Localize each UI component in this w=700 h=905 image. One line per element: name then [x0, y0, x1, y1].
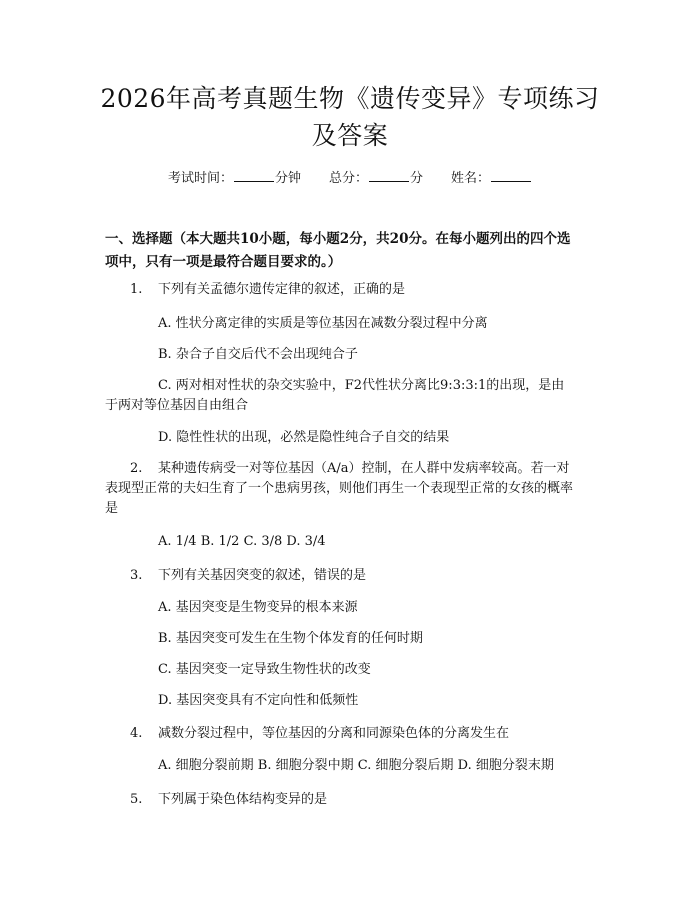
- name-label: 姓名：: [451, 171, 491, 186]
- score-unit: 分: [410, 171, 424, 186]
- exam-info-line: [0, 169, 700, 188]
- question-text: 下列属于染色体结构变异的是: [158, 792, 328, 807]
- question-number: 2.: [130, 461, 143, 476]
- score-label: 总分：: [328, 171, 368, 186]
- question-text-line-3: 是: [105, 501, 119, 516]
- question-number: 5.: [130, 792, 143, 807]
- section-heading: [105, 228, 603, 274]
- question-1-option-b: B. 杂合子自交后代不会出现纯合子: [158, 347, 358, 362]
- time-unit: 分钟: [274, 171, 301, 186]
- question-number: 1.: [130, 282, 143, 297]
- question-3-option-a: A. 基因突变是生物变异的根本来源: [158, 600, 358, 615]
- title-line-1: 2026年高考真题生物《遗传变异》专项练习: [100, 84, 600, 113]
- question-3-stem: [130, 566, 600, 586]
- question-3-option-d: D. 基因突变具有不定向性和低频性: [158, 693, 359, 708]
- question-1-option-a: A. 性状分离定律的实质是等位基因在减数分裂过程中分离: [158, 316, 488, 331]
- question-text-line-1: 某种遗传病受一对等位基因（A/a）控制，在人群中发病率较高。若一对: [158, 461, 570, 476]
- option-c-line-1: C. 两对相对性状的杂交实验中，F2代性状分离比9:3:3:1的出现，是由: [158, 378, 565, 393]
- question-1-option-c: [105, 376, 597, 416]
- question-number: 3.: [130, 568, 143, 583]
- question-3-option-b: B. 基因突变可发生在生物个体发育的任何时期: [158, 631, 423, 646]
- title-line-2: 及答案: [311, 121, 389, 150]
- section-heading-line-2: 项中，只有一项是最符合题目要求的。）: [105, 254, 342, 270]
- time-blank: [234, 169, 274, 182]
- name-blank: [491, 169, 531, 182]
- question-4-options: A. 细胞分裂前期 B. 细胞分裂中期 C. 细胞分裂后期 D. 细胞分裂末期: [158, 758, 554, 773]
- question-text: 减数分裂过程中，等位基因的分离和同源染色体的分离发生在: [158, 726, 510, 741]
- question-3-option-c: C. 基因突变一定导致生物性状的改变: [158, 662, 371, 677]
- question-5-stem: [130, 790, 600, 810]
- option-c-line-2: 于两对等位基因自由组合: [105, 398, 249, 413]
- section-heading-line-1: 一、选择题（本大题共10小题，每小题2分，共20分。在每小题列出的四个选: [105, 231, 571, 247]
- question-2-options: A. 1/4 B. 1/2 C. 3/8 D. 3/4: [158, 534, 326, 549]
- question-1-stem: [130, 280, 600, 300]
- question-text: 下列有关基因突变的叙述，错误的是: [158, 568, 367, 583]
- question-2-stem: [105, 459, 597, 519]
- question-text: 下列有关孟德尔遗传定律的叙述，正确的是: [158, 282, 406, 297]
- question-text-line-2: 表现型正常的夫妇生育了一个患病男孩，则他们再生一个表现型正常的女孩的概率: [105, 481, 574, 496]
- exam-title: [70, 80, 630, 154]
- question-number: 4.: [130, 726, 143, 741]
- question-1-option-d: D. 隐性性状的出现，必然是隐性纯合子自交的结果: [158, 430, 450, 445]
- score-blank: [369, 169, 409, 182]
- question-4-stem: [130, 724, 600, 744]
- time-label: 考试时间：: [167, 171, 233, 186]
